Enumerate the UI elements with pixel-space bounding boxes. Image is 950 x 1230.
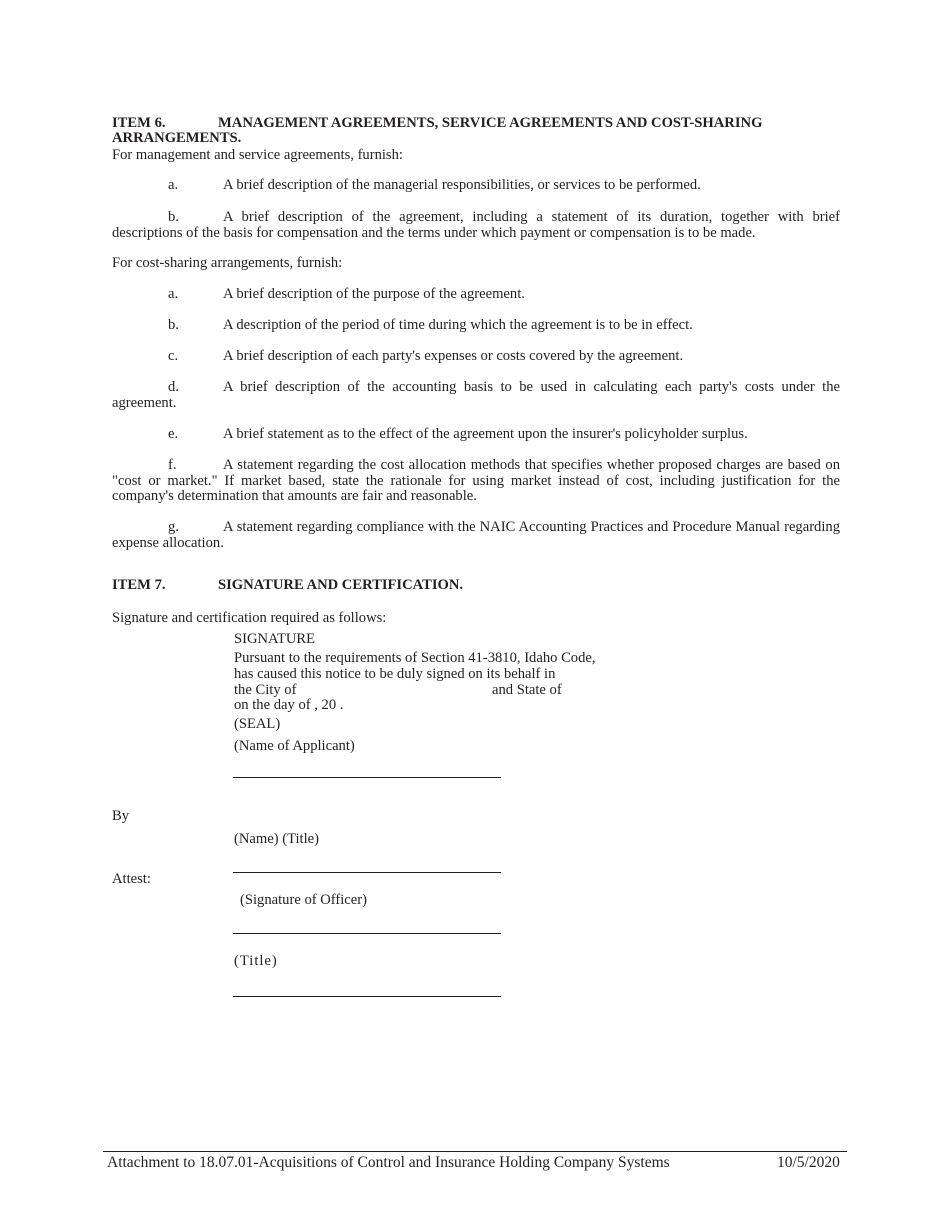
cost-item-d	[112, 380, 840, 411]
mgmt-item-b	[112, 210, 840, 241]
officer-signature-line	[233, 933, 501, 934]
item7-title: SIGNATURE AND CERTIFICATION.	[218, 577, 464, 593]
name-title-caption: (Name) (Title)	[234, 831, 319, 847]
city-label: the City of	[234, 682, 297, 698]
applicant-signature-line	[233, 777, 501, 778]
cost-item-d-text: A brief description of the accounting basis to be used in calculating each party's costs under the agreement.	[112, 379, 840, 411]
cost-item-f-label: f.	[168, 457, 177, 473]
item6-title-line2: ARRANGEMENTS.	[112, 130, 242, 146]
cost-item-c-label: c.	[168, 348, 179, 364]
signature-heading: SIGNATURE	[234, 631, 316, 647]
cost-item-c-text: A brief description of each party's expenses or costs covered by the agreement.	[223, 348, 684, 364]
cost-item-f	[112, 458, 840, 505]
mgmt-item-a-text: A brief description of the managerial responsibilities, or services to be performed.	[223, 177, 701, 193]
title-line	[233, 996, 501, 997]
signature-of-officer-caption: (Signature of Officer)	[240, 892, 367, 908]
signature-line1: Pursuant to the requirements of Section 41-3810, Idaho Code,	[234, 650, 596, 666]
cost-item-g-text: A statement regarding compliance with the NAIC Accounting Practices and Procedure Manual regarding expense allocation.	[112, 519, 840, 551]
item6-number: ITEM 6.	[112, 115, 166, 131]
cost-item-e-label: e.	[168, 426, 179, 442]
cost-item-b-text: A description of the period of time during which the agreement is to be in effect.	[223, 317, 693, 333]
cost-item-e-text: A brief statement as to the effect of the agreement upon the insurer's policyholder surplus.	[223, 426, 748, 442]
title-caption: (Title)	[234, 953, 278, 969]
cost-item-f-text: A statement regarding the cost allocation methods that specifies whether proposed charges are based on "cost or market." If market based, state the rationale for using market instead of cost, including justification for the company's determination that amounts are fair and reasonable.	[112, 457, 840, 504]
mgmt-intro: For management and service agreements, furnish:	[112, 147, 403, 163]
cost-item-a-text: A brief description of the purpose of the agreement.	[223, 286, 525, 302]
footer-date: 10/5/2020	[777, 1154, 840, 1171]
item7-number: ITEM 7.	[112, 577, 166, 593]
seal-label: (SEAL)	[234, 716, 281, 732]
mgmt-item-b-text: A brief description of the agreement, including a statement of its duration, together with brief descriptions of the basis for compensation and the terms under which payment or compensation is to be made.	[112, 209, 840, 241]
state-label: and State of	[492, 682, 562, 698]
item6-title-line1: MANAGEMENT AGREEMENTS, SERVICE AGREEMENTS AND COST-SHARING	[218, 115, 763, 131]
cost-item-g-label: g.	[168, 519, 179, 535]
cost-item-g	[112, 520, 840, 551]
by-label: By	[112, 808, 130, 824]
mgmt-item-b-label: b.	[168, 209, 179, 225]
cost-item-b-label: b.	[168, 317, 179, 333]
footer-rule	[103, 1151, 847, 1152]
signature-intro: Signature and certification required as follows:	[112, 610, 387, 626]
signature-line2: has caused this notice to be duly signed on its behalf in	[234, 666, 556, 682]
name-title-line	[233, 872, 501, 873]
cost-item-a-label: a.	[168, 286, 179, 302]
mgmt-item-a-label: a.	[168, 177, 179, 193]
day-line: on the day of , 20 .	[234, 697, 344, 713]
cost-item-d-label: d.	[168, 379, 179, 395]
cost-intro: For cost-sharing arrangements, furnish:	[112, 255, 343, 271]
attest-label: Attest:	[112, 871, 151, 887]
footer-title: Attachment to 18.07.01-Acquisitions of Control and Insurance Holding Company Systems	[107, 1154, 670, 1171]
name-of-applicant: (Name of Applicant)	[234, 738, 355, 754]
